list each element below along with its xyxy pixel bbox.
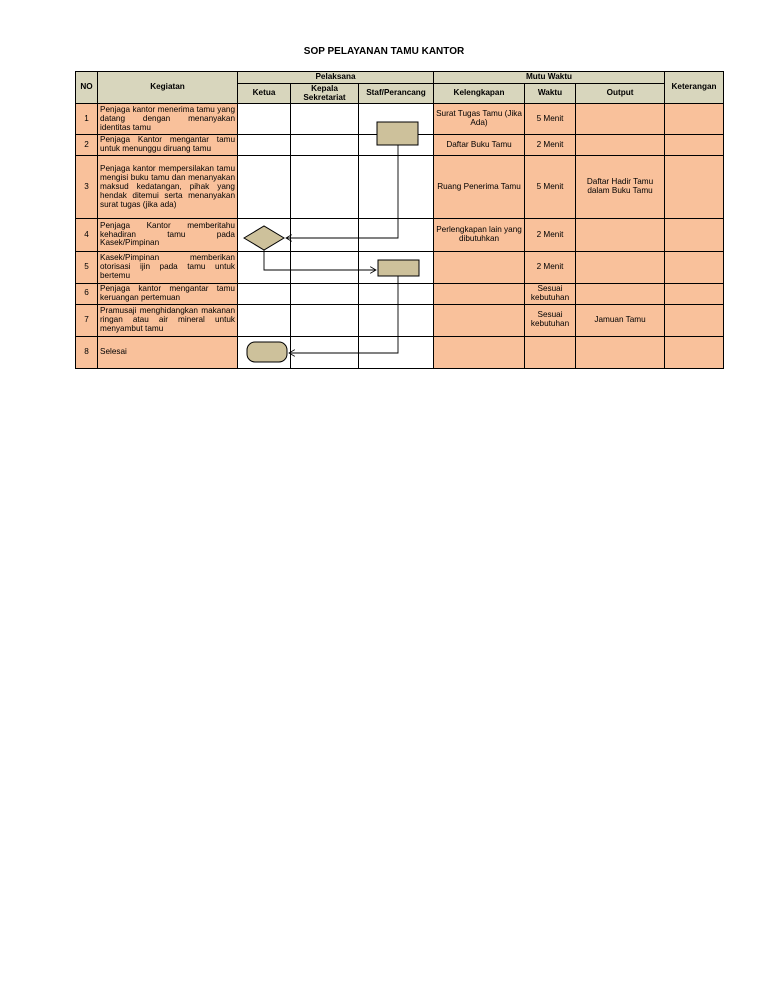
row-kegiatan: Pramusaji menghidangkan makanan ringan atau air mineral untuk menyambut tamu — [98, 304, 238, 336]
table-row — [76, 104, 724, 135]
row-kegiatan: Selesai — [98, 336, 238, 368]
cell-kepala-sekretariat — [291, 251, 359, 283]
cell-staf-perancang — [359, 251, 434, 283]
row-keterangan — [665, 219, 724, 251]
cell-staf-perancang — [359, 156, 434, 219]
row-waktu: Sesuai kebutuhan — [525, 283, 576, 304]
cell-staf-perancang — [359, 304, 434, 336]
row-kegiatan: Penjaga kantor menerima tamu yang datang dengan menanyakan identitas tamu — [98, 104, 238, 135]
header-pelaksana: Pelaksana — [238, 72, 434, 84]
row-kegiatan: Kasek/Pimpinan memberikan otorisasi ijin pada tamu untuk bertemu — [98, 251, 238, 283]
row-waktu: Sesuai kebutuhan — [525, 304, 576, 336]
sop-table — [75, 71, 724, 369]
row-keterangan — [665, 304, 724, 336]
row-no: 7 — [76, 304, 98, 336]
row-kegiatan: Penjaga kantor mempersilakan tamu mengisi buku tamu dan menanyakan maksud kedatangan, pihak yang hendak ditemui serta menanyakan surat tugas (jika ada) — [98, 156, 238, 219]
header-no: NO — [76, 72, 98, 104]
header-output: Output — [576, 84, 665, 104]
row-waktu — [525, 336, 576, 368]
header-staf-perancang: Staf/Perancang — [359, 84, 434, 104]
row-keterangan — [665, 104, 724, 135]
row-kelengkapan: Ruang Penerima Tamu — [434, 156, 525, 219]
row-kegiatan: Penjaga Kantor memberitahu kehadiran tamu pada Kasek/Pimpinan — [98, 219, 238, 251]
row-keterangan — [665, 135, 724, 156]
row-waktu: 5 Menit — [525, 104, 576, 135]
row-no: 2 — [76, 135, 98, 156]
row-output — [576, 283, 665, 304]
row-kelengkapan: Surat Tugas Tamu (Jika Ada) — [434, 104, 525, 135]
header-ketua: Ketua — [238, 84, 291, 104]
cell-ketua — [238, 219, 291, 251]
row-waktu: 2 Menit — [525, 219, 576, 251]
cell-staf-perancang — [359, 336, 434, 368]
row-output: Jamuan Tamu — [576, 304, 665, 336]
row-keterangan — [665, 283, 724, 304]
row-waktu: 2 Menit — [525, 251, 576, 283]
cell-kepala-sekretariat — [291, 135, 359, 156]
cell-ketua — [238, 156, 291, 219]
row-kelengkapan — [434, 336, 525, 368]
cell-ketua — [238, 304, 291, 336]
row-no: 8 — [76, 336, 98, 368]
row-no: 1 — [76, 104, 98, 135]
table-row — [76, 251, 724, 283]
cell-kepala-sekretariat — [291, 156, 359, 219]
cell-staf-perancang — [359, 104, 434, 135]
row-output — [576, 251, 665, 283]
header-kelengkapan: Kelengkapan — [434, 84, 525, 104]
table-row — [76, 283, 724, 304]
row-no: 6 — [76, 283, 98, 304]
row-kegiatan: Penjaga kantor mengantar tamu keruangan pertemuan — [98, 283, 238, 304]
cell-ketua — [238, 336, 291, 368]
row-keterangan — [665, 336, 724, 368]
table-row — [76, 135, 724, 156]
row-output — [576, 336, 665, 368]
cell-kepala-sekretariat — [291, 336, 359, 368]
page-title: SOP PELAYANAN TAMU KANTOR — [303, 46, 465, 57]
row-kelengkapan — [434, 251, 525, 283]
table-row — [76, 219, 724, 251]
row-kelengkapan — [434, 283, 525, 304]
cell-kepala-sekretariat — [291, 219, 359, 251]
cell-ketua — [238, 251, 291, 283]
table-row — [76, 304, 724, 336]
header-keterangan: Keterangan — [665, 72, 724, 104]
row-waktu: 2 Menit — [525, 135, 576, 156]
cell-kepala-sekretariat — [291, 304, 359, 336]
row-output: Daftar Hadir Tamu dalam Buku Tamu — [576, 156, 665, 219]
row-waktu: 5 Menit — [525, 156, 576, 219]
row-no: 4 — [76, 219, 98, 251]
row-no: 3 — [76, 156, 98, 219]
header-mutu-waktu: Mutu Waktu — [434, 72, 665, 84]
row-kegiatan: Penjaga Kantor mengantar tamu untuk menunggu diruang tamu — [98, 135, 238, 156]
row-keterangan — [665, 156, 724, 219]
row-kelengkapan: Daftar Buku Tamu — [434, 135, 525, 156]
row-output — [576, 135, 665, 156]
cell-ketua — [238, 283, 291, 304]
table-row — [76, 336, 724, 368]
row-no: 5 — [76, 251, 98, 283]
row-output — [576, 104, 665, 135]
cell-ketua — [238, 135, 291, 156]
header-waktu: Waktu — [525, 84, 576, 104]
row-kelengkapan — [434, 304, 525, 336]
cell-staf-perancang — [359, 219, 434, 251]
row-keterangan — [665, 251, 724, 283]
cell-kepala-sekretariat — [291, 104, 359, 135]
table-row — [76, 156, 724, 219]
row-kelengkapan: Perlengkapan lain yang dibutuhkan — [434, 219, 525, 251]
cell-staf-perancang — [359, 135, 434, 156]
cell-staf-perancang — [359, 283, 434, 304]
header-kegiatan: Kegiatan — [98, 72, 238, 104]
header-kepala-sekretariat: Kepala Sekretariat — [291, 84, 359, 104]
cell-kepala-sekretariat — [291, 283, 359, 304]
cell-ketua — [238, 104, 291, 135]
row-output — [576, 219, 665, 251]
